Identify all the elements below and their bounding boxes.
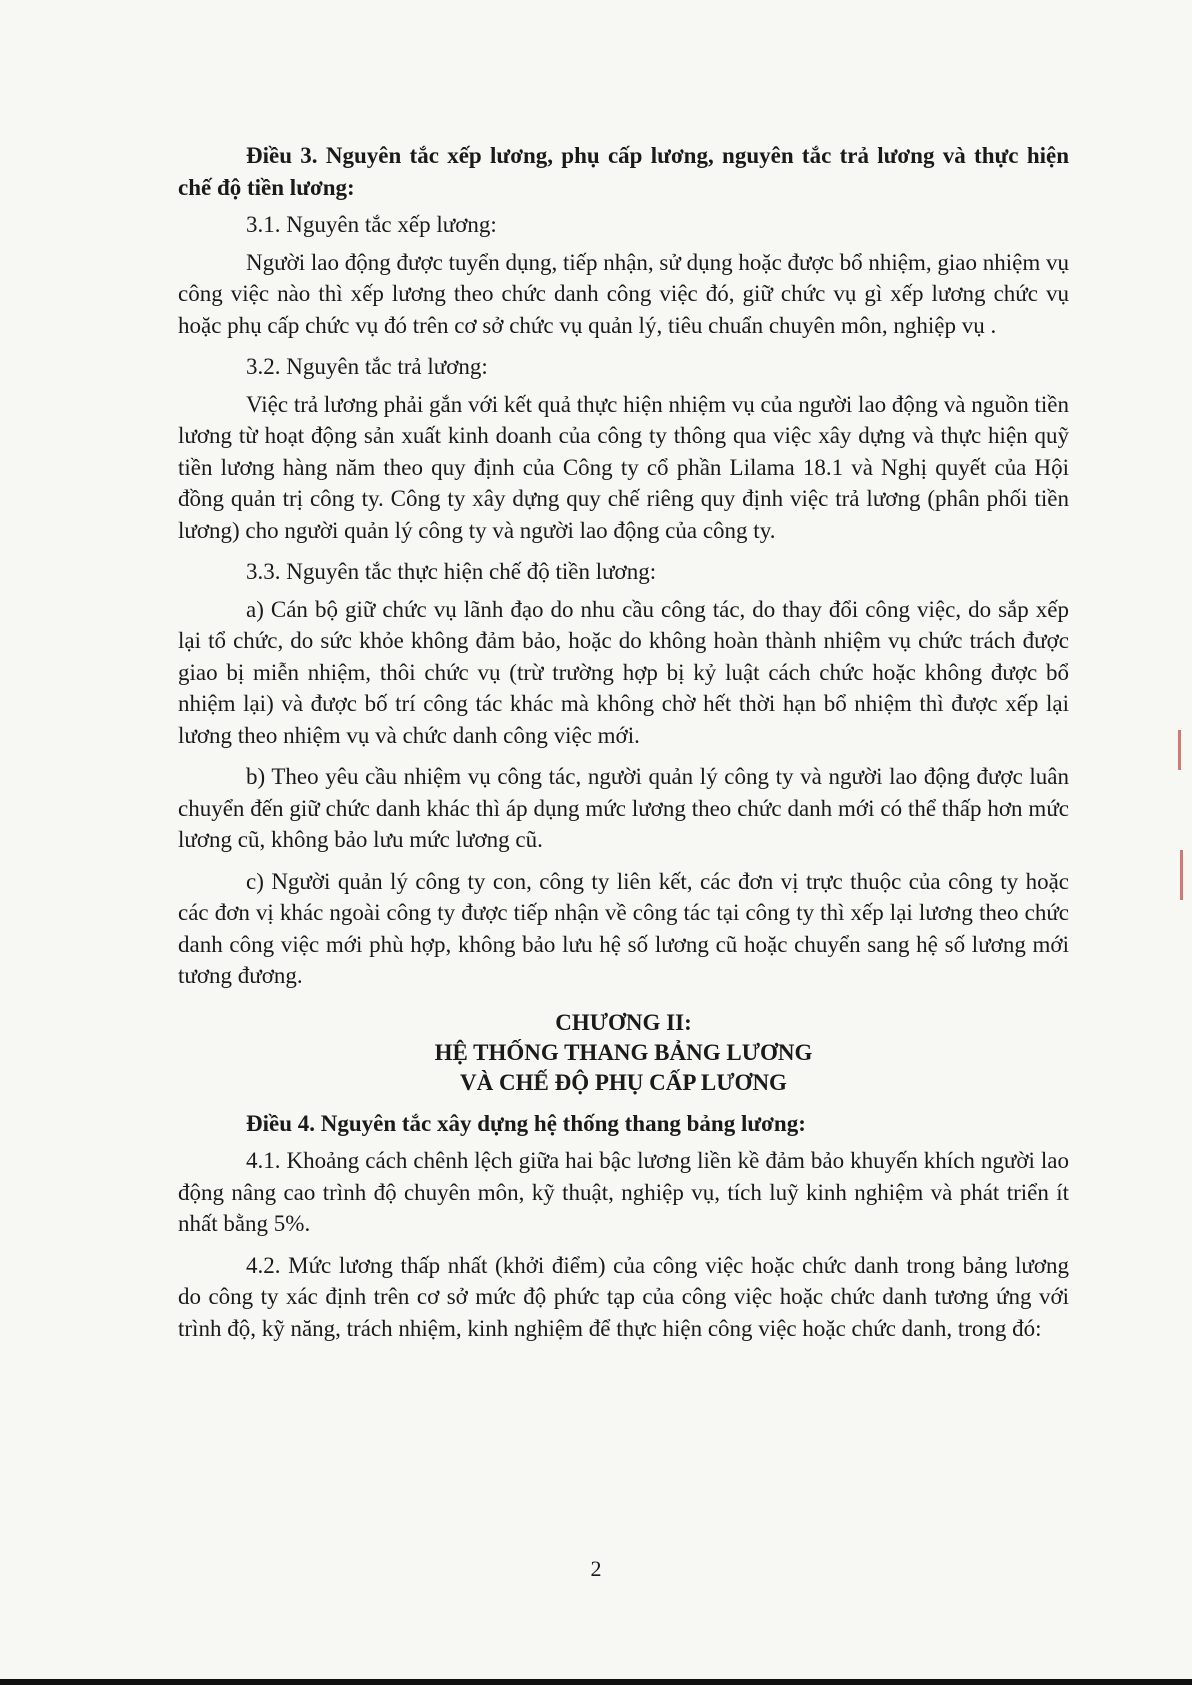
chapter-heading — [178, 1008, 1069, 1098]
chapter-title-line-1: HỆ THỐNG THANG BẢNG LƯƠNG — [434, 1039, 813, 1065]
section-3-1-body: Người lao động được tuyển dụng, tiếp nhận, sử dụng hoặc được bổ nhiệm, giao nhiệm vụ công việc nào thì xếp lương theo chức danh công việc đó, giữ chức vụ gì xếp lương chức vụ hoặc phụ cấp chức vụ đó trên cơ sở chức vụ quản lý, tiêu chuẩn chuyên môn, nghiệp vụ . — [178, 249, 1069, 338]
page-number: 2 — [590, 1556, 602, 1581]
margin-stamp-mark — [1178, 730, 1181, 770]
section-3-3-item-a: a) Cán bộ giữ chức vụ lãnh đạo do nhu cầu công tác, do thay đổi công việc, do sắp xếp lại tổ chức, do sức khỏe không đảm bảo, hoặc do không hoàn thành nhiệm vụ chức trách được giao bị miễn nhiệm, thôi chức vụ (trừ trường hợp bị kỷ luật cách chức hoặc không được bổ nhiệm lại) và được bố trí công tác khác mà không chờ hết thời hạn bổ nhiệm thì được xếp lại lương theo nhiệm vụ và chức danh công việc mới. — [178, 596, 1069, 748]
section-4-2-body: 4.2. Mức lương thấp nhất (khởi điểm) của công việc hoặc chức danh trong bảng lương do công ty xác định trên cơ sở mức độ phức tạp của công việc hoặc chức danh tương ứng với trình độ, kỹ năng, trách nhiệm, kinh nghiệm để thực hiện công việc hoặc chức danh, trong đó: — [178, 1252, 1069, 1341]
section-3-2-title: 3.2. Nguyên tắc trả lương: — [246, 354, 488, 379]
article-3-heading: Điều 3. Nguyên tắc xếp lương, phụ cấp lương, nguyên tắc trả lương và thực hiện chế độ tiền lương: — [178, 143, 1069, 200]
margin-stamp-mark — [1180, 850, 1183, 900]
document-body — [178, 140, 1069, 1344]
chapter-number: CHƯƠNG II: — [555, 1009, 692, 1035]
section-3-3-title: 3.3. Nguyên tắc thực hiện chế độ tiền lương: — [246, 559, 657, 584]
scan-bottom-edge — [0, 1679, 1192, 1685]
chapter-title-line-2: VÀ CHẾ ĐỘ PHỤ CẤP LƯƠNG — [460, 1069, 787, 1095]
section-3-3-item-c: c) Người quản lý công ty con, công ty liên kết, các đơn vị trực thuộc của công ty hoặc các đơn vị khác ngoài công ty được tiếp nhận về công tác tại công ty thì xếp lại lương theo chức danh công việc mới phù hợp, không bảo lưu hệ số lương cũ hoặc chuyển sang hệ số lương mới tương đương. — [178, 868, 1069, 988]
section-3-1-title: 3.1. Nguyên tắc xếp lương: — [246, 212, 497, 237]
section-4-1-body: 4.1. Khoảng cách chênh lệch giữa hai bậc lương liền kề đảm bảo khuyến khích người lao động nâng cao trình độ chuyên môn, kỹ thuật, nghiệp vụ, tích luỹ kinh nghiệm và phát triển ít nhất bằng 5%. — [178, 1148, 1069, 1236]
section-3-2-body: Việc trả lương phải gắn với kết quả thực hiện nhiệm vụ của người lao động và nguồn tiền lương từ hoạt động sản xuất kinh doanh của công ty thông qua việc xây dựng và thực hiện quỹ tiền lương hàng năm theo quy định của Công ty cổ phần Lilama 18.1 và Nghị quyết của Hội đồng quản trị công ty. Công ty xây dựng quy chế riêng quy định việc trả lương (phân phối tiền lương) cho người quản lý công ty và người lao động của công ty. — [178, 391, 1069, 543]
section-3-3-item-b: b) Theo yêu cầu nhiệm vụ công tác, người quản lý công ty và người lao động được luân chuyển đến giữ chức danh khác thì áp dụng mức lương theo chức danh mới có thể thấp hơn mức lương cũ, không bảo lưu mức lương cũ. — [178, 764, 1069, 852]
article-4-heading: Điều 4. Nguyên tắc xây dựng hệ thống thang bảng lương: — [246, 1110, 806, 1136]
